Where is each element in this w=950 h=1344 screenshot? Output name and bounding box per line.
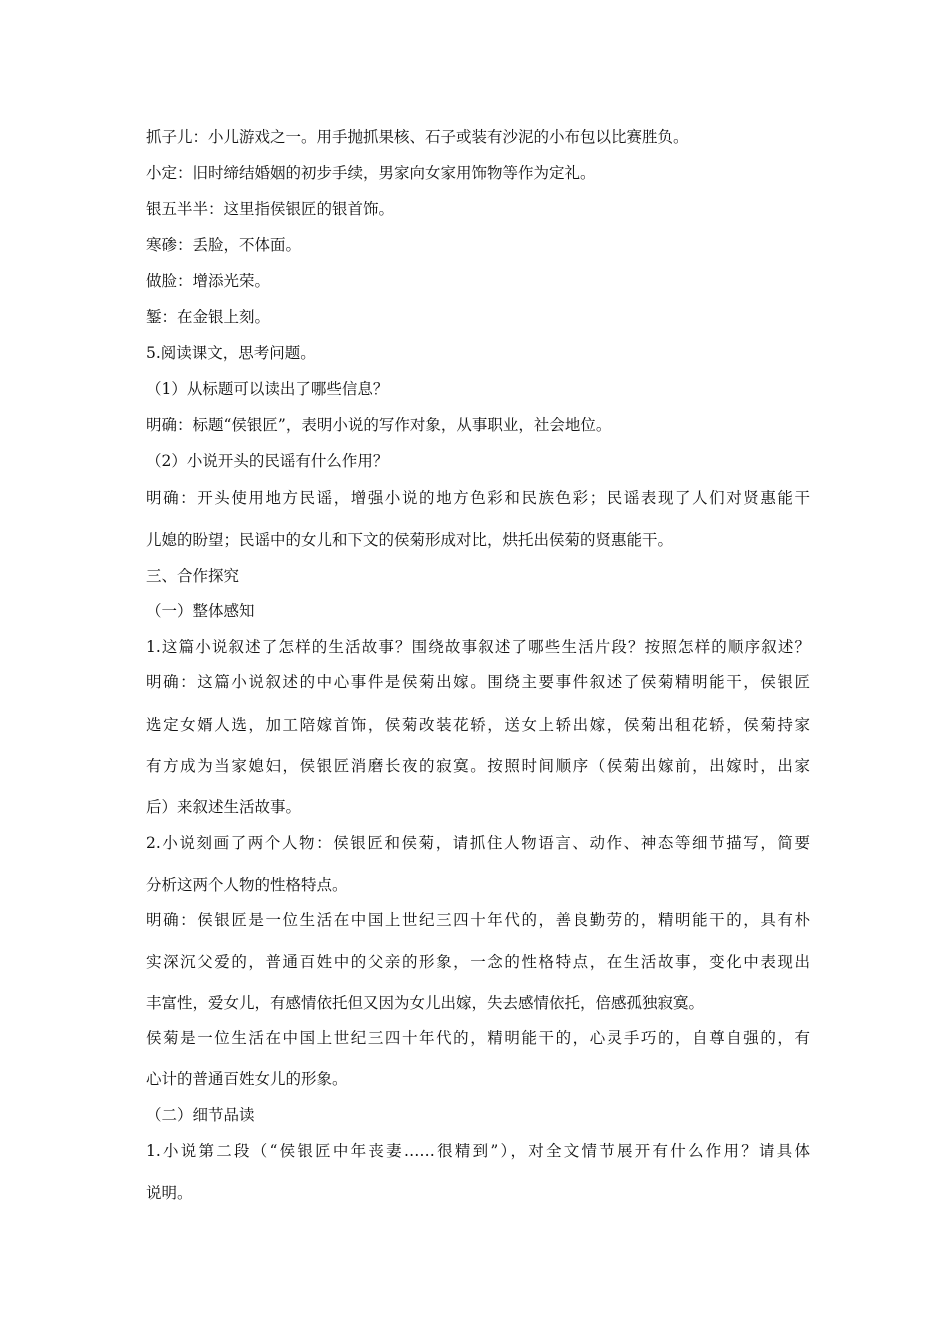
answer-3-line-4: 后）来叙述生活故事。 [146, 798, 302, 816]
text-line-4: 寒碜：丢脸，不体面。 [146, 236, 302, 254]
answer-4-line-1: 明确：侯银匠是一位生活在中国上世纪三四十年代的，善良勤劳的，精明能干的，具有朴 [146, 911, 810, 929]
question-4-line-2: 分析这两个人物的性格特点。 [146, 876, 348, 894]
text-line-6: 錾：在金银上刻。 [146, 308, 271, 326]
question-4-line-1: 2.小说刻画了两个人物：侯银匠和侯菊，请抓住人物语言、动作、神态等细节描写，简要 [146, 834, 810, 852]
answer-4-line-5: 心计的普通百姓女儿的形象。 [146, 1070, 348, 1088]
question-5-line-1: 1.小说第二段（“侯银匠中年丧妻……很精到”），对全文情节展开有什么作用？请具体 [146, 1142, 810, 1160]
answer-4-line-4: 侯菊是一位生活在中国上世纪三四十年代的，精明能干的，心灵手巧的，自尊自强的，有 [146, 1029, 810, 1047]
subsection-heading-2: （二）细节品读 [146, 1106, 255, 1124]
text-line-3: 银五半半：这里指侯银匠的银首饰。 [146, 200, 395, 218]
answer-1: 明确：标题“侯银匠”，表明小说的写作对象，从事职业，社会地位。 [146, 416, 612, 434]
section-heading-3: 三、合作探究 [146, 567, 240, 585]
answer-3-line-2: 选定女婿人选，加工陪嫁首饰，侯菊改装花轿，送女上轿出嫁，侯菊出租花轿，侯菊持家 [146, 716, 810, 734]
text-line-5: 做脸：增添光荣。 [146, 272, 271, 290]
question-1: （1）从标题可以读出了哪些信息？ [146, 380, 389, 398]
question-2: （2）小说开头的民谣有什么作用？ [146, 452, 389, 470]
question-5-line-2: 说明。 [146, 1184, 193, 1202]
subsection-heading-1: （一）整体感知 [146, 602, 255, 620]
answer-2-line-2: 儿媳的盼望；民谣中的女儿和下文的侯菊形成对比，烘托出侯菊的贤惠能干。 [146, 531, 674, 549]
text-line-2: 小定：旧时缔结婚姻的初步手续，男家向女家用饰物等作为定礼。 [146, 164, 596, 182]
answer-3-line-3: 有方成为当家媳妇，侯银匠消磨长夜的寂寞。按照时间顺序（侯菊出嫁前，出嫁时，出家 [146, 757, 810, 775]
answer-4-line-3: 丰富性，爱女儿，有感情依托但又因为女儿出嫁，失去感情依托，倍感孤独寂寞。 [146, 994, 705, 1012]
answer-3-line-1: 明确：这篇小说叙述的中心事件是侯菊出嫁。围绕主要事件叙述了侯菊精明能干，侯银匠 [146, 673, 810, 691]
text-line-1: 抓子儿：小儿游戏之一。用手抛抓果核、石子或装有沙泥的小布包以比赛胜负。 [146, 128, 689, 146]
section-heading-5: 5.阅读课文，思考问题。 [146, 344, 316, 362]
question-3: 1.这篇小说叙述了怎样的生活故事？围绕故事叙述了哪些生活片段？按照怎样的顺序叙述？ [146, 638, 810, 656]
answer-2-line-1: 明确：开头使用地方民谣，增强小说的地方色彩和民族色彩；民谣表现了人们对贤惠能干 [146, 489, 810, 507]
answer-4-line-2: 实深沉父爱的，普通百姓中的父亲的形象，一念的性格特点，在生活故事，变化中表现出 [146, 953, 810, 971]
